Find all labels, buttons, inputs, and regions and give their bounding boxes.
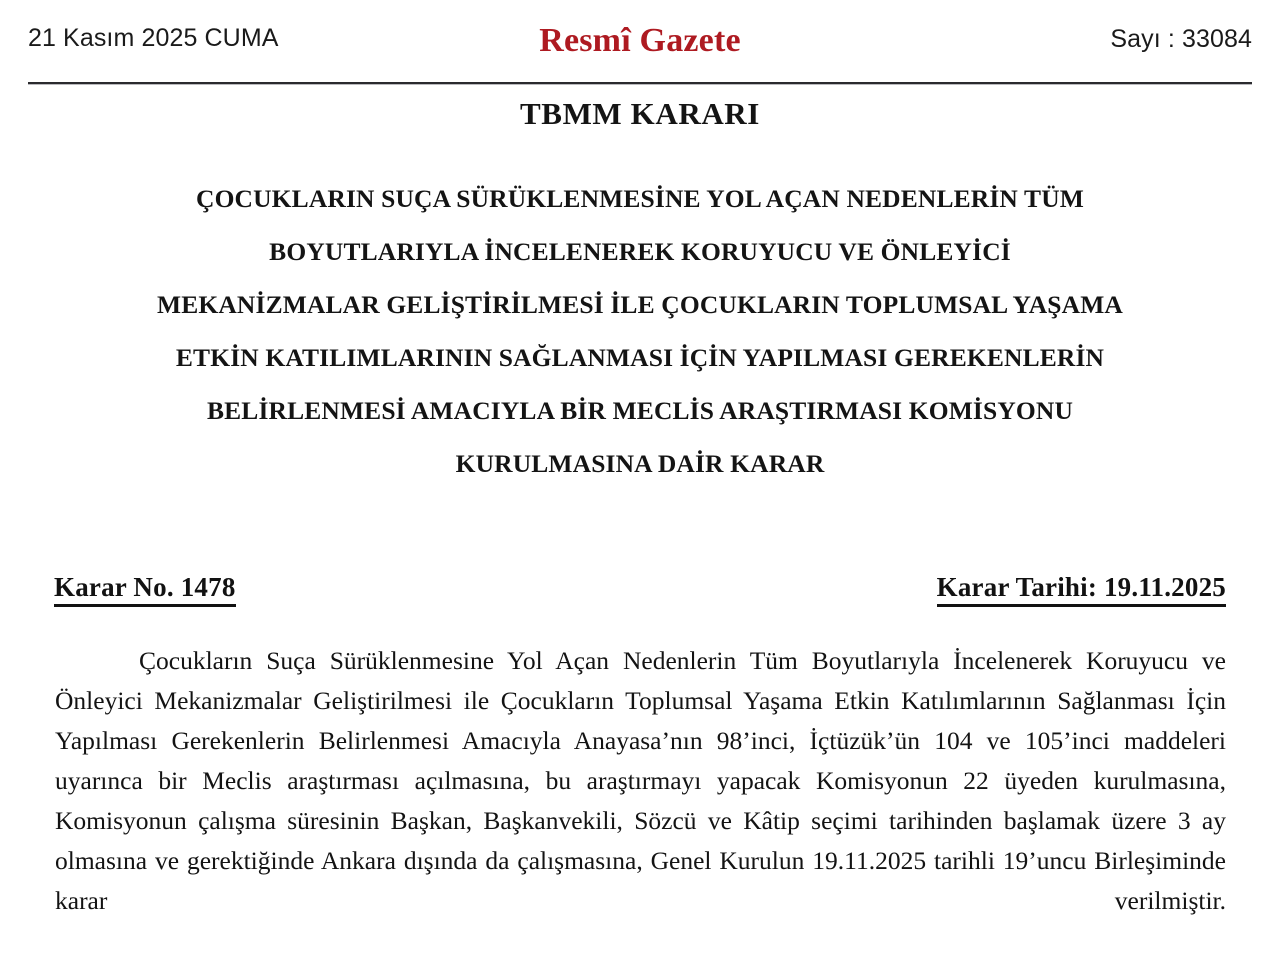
decision-number: Karar No. 1478 [54, 572, 236, 607]
decision-body-text: Çocukların Suça Sürüklenmesine Yol Açan Nedenlerin Tüm Boyutlarıyla İncelenerek Koruyucu ve Önleyici Mekanizmalar Geliştirilmesi ile Çocukların Toplumsal Yaşama Etkin Katılımlarının Sağlanması İçin Yapılması Gerekenlerin Belirlenmesi Amacıyla Anayasa’nın 98’inci, İçtüzük’ün 104 ve 105’inci maddeleri uyarınca bir Meclis araştırması açılmasına, bu araştırmayı yapacak Komisyonun 22 üyeden kurulmasına, Komisyonun çalışma süresinin Başkan, Başkanvekili, Sözcü ve Kâtip seçimi tarihinden başlamak üzere 3 ay olmasına ve gerektiğinde Ankara dışında da çalışmasına, Genel Kurulun 19.11.2025 tarihli 19’uncu Birleşiminde karar verilmiştir. [55, 646, 1226, 916]
document-title-line: BELİRLENMESİ AMACIYLA BİR MECLİS ARAŞTIRMASI KOMİSYONU [206, 396, 1074, 425]
issue-number: Sayı : 33084 [1110, 24, 1252, 53]
document-title-line: KURULMASINA DAİR KARAR [455, 449, 825, 478]
document-title-line: BOYUTLARIYLA İNCELENEREK KORUYUCU VE ÖNLEYİCİ [269, 237, 1011, 266]
publication-date: 21 Kasım 2025 CUMA [28, 23, 279, 52]
document-title-line: MEKANİZMALAR GELİŞTİRİLMESİ İLE ÇOCUKLARIN TOPLUMSAL YAŞAMA [157, 290, 1123, 319]
document-kind-heading: TBMM KARARI [520, 96, 760, 131]
masthead [0, 0, 1280, 62]
document-title-line: ETKİN KATILIMLARININ SAĞLANMASI İÇİN YAPILMASI GEREKENLERİN [175, 343, 1105, 372]
decision-meta [0, 490, 1280, 607]
publication-name: Resmî Gazete [539, 22, 741, 59]
masthead-divider [28, 82, 1252, 85]
document-title [0, 132, 1280, 490]
document-title-line: ÇOCUKLARIN SUÇA SÜRÜKLENMESİNE YOL AÇAN NEDENLERİN TÜM [196, 184, 1084, 213]
decision-date: Karar Tarihi: 19.11.2025 [937, 572, 1226, 607]
